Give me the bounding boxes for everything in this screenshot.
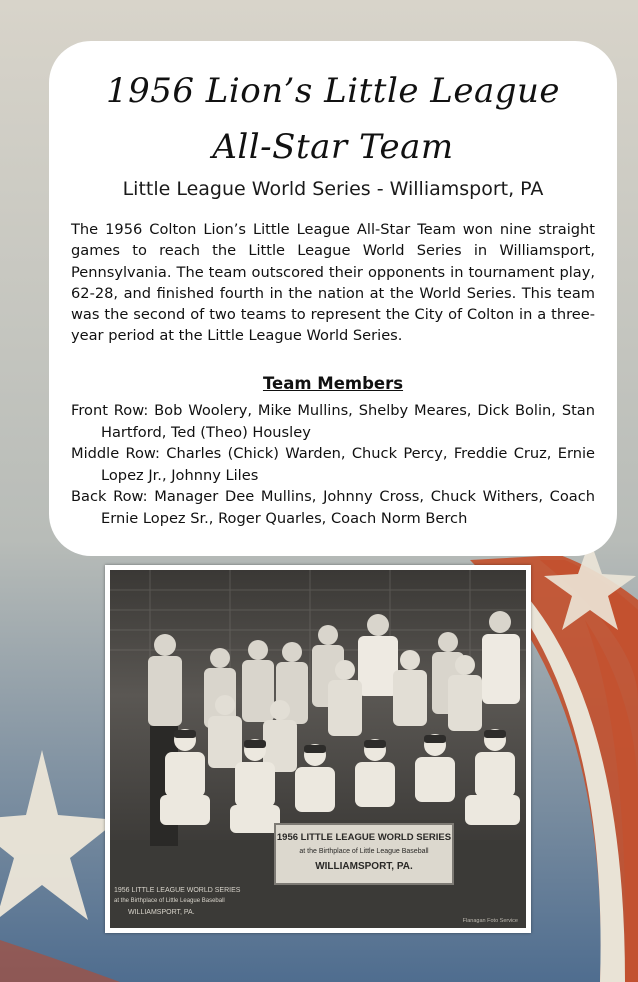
corner-caption-1: 1956 LITTLE LEAGUE WORLD SERIES	[114, 887, 241, 894]
team-members-heading: Team Members	[262, 374, 404, 393]
back-row-names: Back Row: Manager Dee Mullins, Johnny Cross, Chuck Withers, Coach Ernie Lopez Sr., Roger Quarles, Coach Norm Berch	[71, 488, 595, 527]
page-title-line2: All-Star Team	[212, 127, 454, 167]
info-card	[49, 41, 617, 556]
corner-caption-3: WILLIAMSPORT, PA.	[128, 909, 195, 916]
page-title: 1956 Lion’s Little League	[105, 71, 561, 111]
banner-line-1: 1956 LITTLE LEAGUE WORLD SERIES	[276, 832, 452, 843]
front-row-names: Front Row: Bob Woolery, Mike Mullins, Shelby Meares, Dick Bolin, Stan Hartford, Ted (Theo) Housley	[71, 402, 595, 441]
photo-credit: Flanagan Foto Service	[462, 918, 518, 924]
corner-caption-2: at the Birthplace of Little League Baseball	[114, 898, 225, 904]
banner-line-2: at the Birthplace of Little League Baseball	[299, 848, 429, 855]
page-subtitle: Little League World Series - Williamsport, PA	[122, 178, 544, 200]
middle-row-names: Middle Row: Charles (Chick) Warden, Chuck Percy, Freddie Cruz, Ernie Lopez Jr., Johnny Liles	[71, 445, 595, 484]
team-photo	[110, 570, 526, 928]
history-paragraph: The 1956 Colton Lion’s Little League All-Star Team won nine straight games to reach the Little League World Series in Williamsport, Pennsylvania. The team outscored their opponents in tournament play, 62-28, and finished fourth in the nation at the World Series. This team was the second of two teams to represent the City of Colton in a three-year period at the Little League World Series.	[71, 221, 595, 345]
banner-line-3: WILLIAMSPORT, PA.	[315, 861, 413, 872]
team-photo-frame	[105, 565, 531, 933]
